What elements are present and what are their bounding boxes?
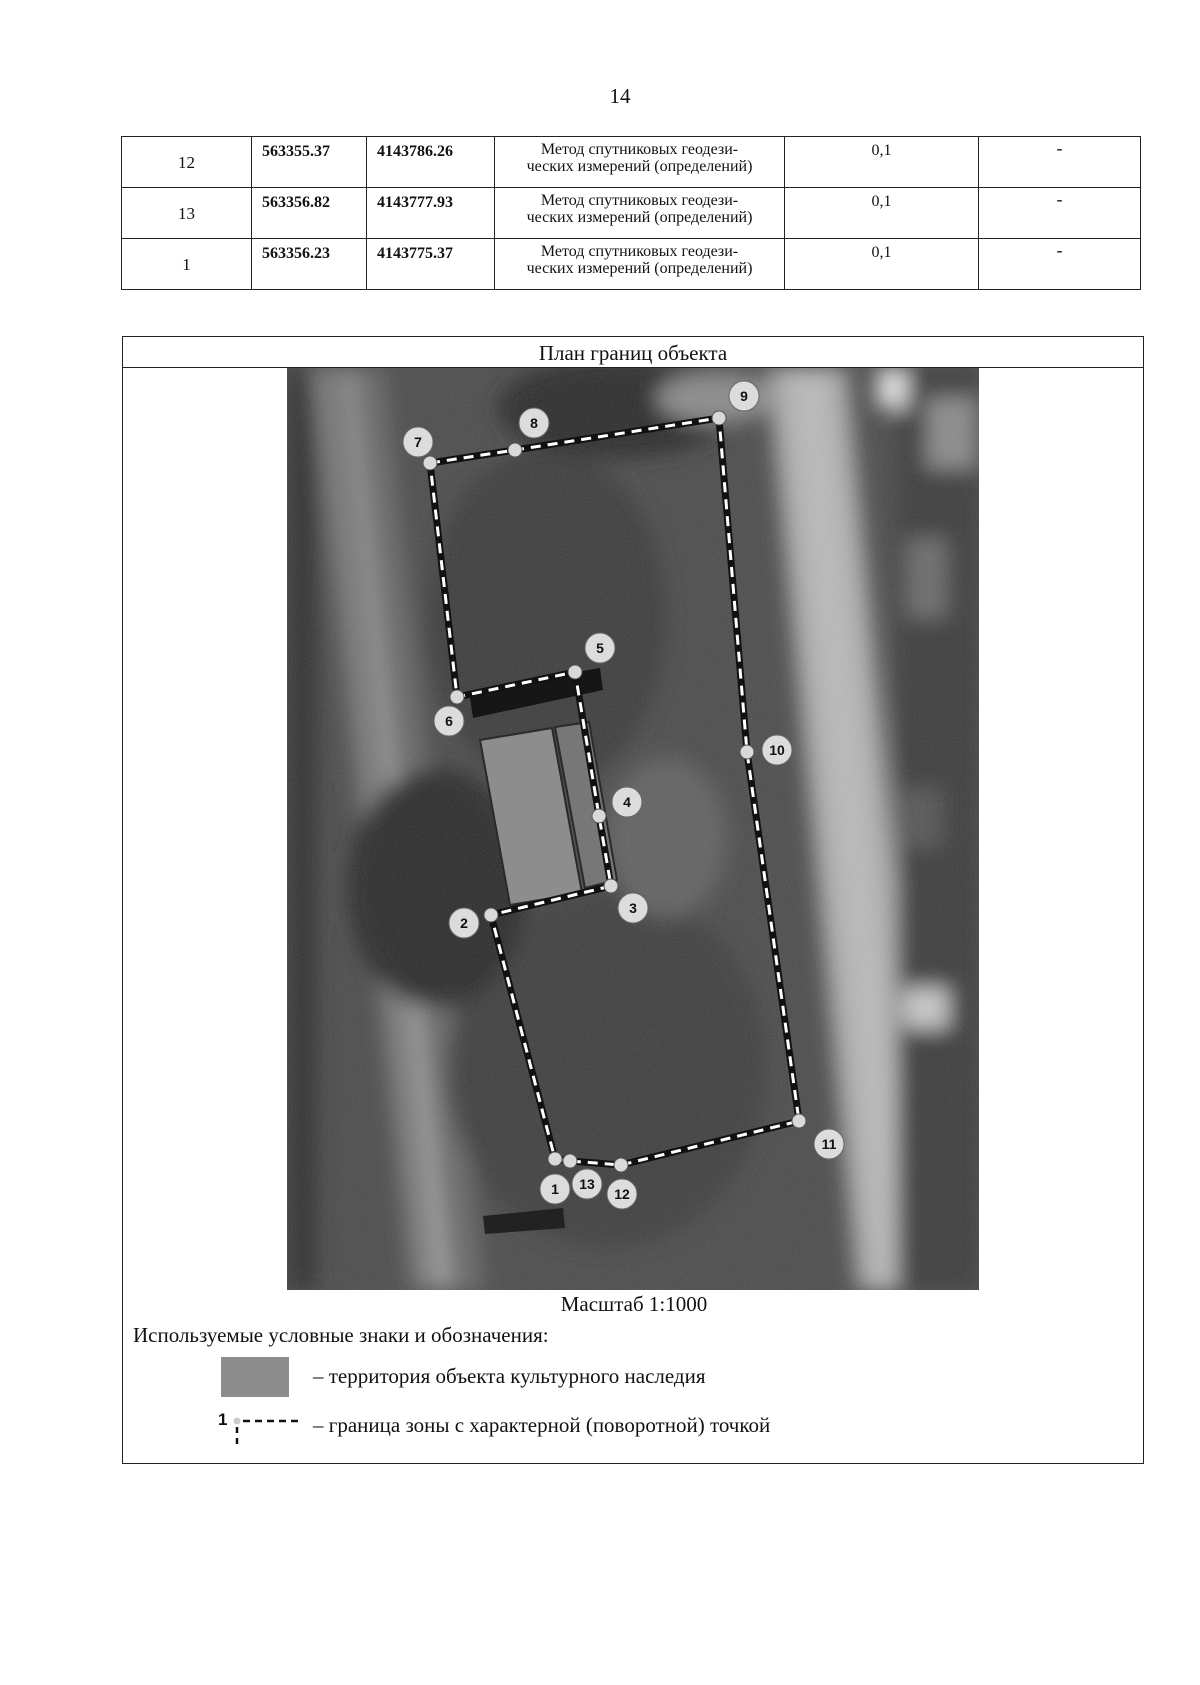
coordinates-table <box>121 136 1141 290</box>
note-cell: - <box>979 188 1141 239</box>
y-coordinate-cell: 4143775.37 <box>367 239 495 290</box>
label-12-text: 12 <box>614 1186 630 1202</box>
legend-boundary-symbol <box>215 1407 305 1449</box>
point-number-cell: 13 <box>122 188 252 239</box>
map-svg <box>287 368 979 1290</box>
legend-heritage-swatch <box>221 1357 289 1397</box>
legend-vertex-dot <box>234 1418 241 1425</box>
table-row <box>122 137 1141 188</box>
label-1-text: 1 <box>551 1181 559 1197</box>
note-cell: - <box>979 137 1141 188</box>
point-number-cell: 1 <box>122 239 252 290</box>
table-row <box>122 188 1141 239</box>
legend-boundary-symbol-label: 1 <box>218 1410 228 1429</box>
vertex-7 <box>423 456 437 470</box>
legend-heritage-text: – территория объекта культурного наследия <box>313 1364 706 1388</box>
label-2 <box>449 908 479 938</box>
label-4-text: 4 <box>623 794 631 810</box>
label-11 <box>814 1129 844 1159</box>
legend-boundary-text: – граница зоны с характерной (поворотной) точкой <box>313 1413 771 1437</box>
vertex-3 <box>604 879 618 893</box>
label-13-text: 13 <box>579 1176 595 1192</box>
label-6-text: 6 <box>445 713 453 729</box>
method-cell <box>495 137 785 188</box>
x-coordinate-cell: 563356.23 <box>252 239 367 290</box>
method-line-1: Метод спутниковых геодези- <box>540 141 739 158</box>
label-10 <box>762 735 792 765</box>
label-8-text: 8 <box>530 415 538 431</box>
label-1 <box>540 1174 570 1204</box>
map-scale: Масштаб 1:1000 <box>560 1292 708 1316</box>
vertex-8 <box>508 443 522 457</box>
note-cell: - <box>979 239 1141 290</box>
vertex-10 <box>740 745 754 759</box>
method-cell <box>495 239 785 290</box>
label-2-text: 2 <box>460 915 468 931</box>
label-8 <box>519 408 549 438</box>
label-3 <box>618 893 648 923</box>
label-9 <box>729 381 759 411</box>
method-cell <box>495 188 785 239</box>
y-coordinate-cell: 4143777.93 <box>367 188 495 239</box>
point-number-cell: 12 <box>122 137 252 188</box>
method-line-2: ческих измерений (определений) <box>526 158 753 175</box>
label-5 <box>585 633 615 663</box>
method-line-1: Метод спутниковых геодези- <box>540 243 739 260</box>
label-11-text: 11 <box>821 1136 837 1152</box>
accuracy-cell: 0,1 <box>785 239 979 290</box>
x-coordinate-cell: 563355.37 <box>252 137 367 188</box>
vertex-1 <box>548 1152 562 1166</box>
label-7 <box>403 427 433 457</box>
vertex-13 <box>563 1154 577 1168</box>
vertex-2 <box>484 908 498 922</box>
legend-title: Используемые условные знаки и обозначения: <box>133 1323 549 1347</box>
vertex-5 <box>568 665 582 679</box>
method-line-2: ческих измерений (определений) <box>526 260 753 277</box>
label-6 <box>434 706 464 736</box>
label-3-text: 3 <box>629 900 637 916</box>
label-12 <box>607 1179 637 1209</box>
accuracy-cell: 0,1 <box>785 137 979 188</box>
satellite-map <box>287 368 979 1290</box>
vertex-11 <box>792 1114 806 1128</box>
vertex-6 <box>450 690 464 704</box>
page-number: 14 <box>609 84 631 108</box>
method-line-1: Метод спутниковых геодези- <box>540 192 739 209</box>
label-13 <box>572 1169 602 1199</box>
vertex-12 <box>614 1158 628 1172</box>
label-5-text: 5 <box>596 640 604 656</box>
label-10-text: 10 <box>769 742 785 758</box>
vertex-9 <box>712 411 726 425</box>
y-coordinate-cell: 4143786.26 <box>367 137 495 188</box>
label-4 <box>612 787 642 817</box>
plan-frame <box>122 336 1144 1464</box>
method-line-2: ческих измерений (определений) <box>526 209 753 226</box>
x-coordinate-cell: 563356.82 <box>252 188 367 239</box>
accuracy-cell: 0,1 <box>785 188 979 239</box>
table-row <box>122 239 1141 290</box>
label-7-text: 7 <box>414 434 422 450</box>
map-grain <box>287 368 979 1290</box>
label-9-text: 9 <box>740 388 748 404</box>
plan-title: План границ объекта <box>123 337 1143 368</box>
vertex-4 <box>592 809 606 823</box>
